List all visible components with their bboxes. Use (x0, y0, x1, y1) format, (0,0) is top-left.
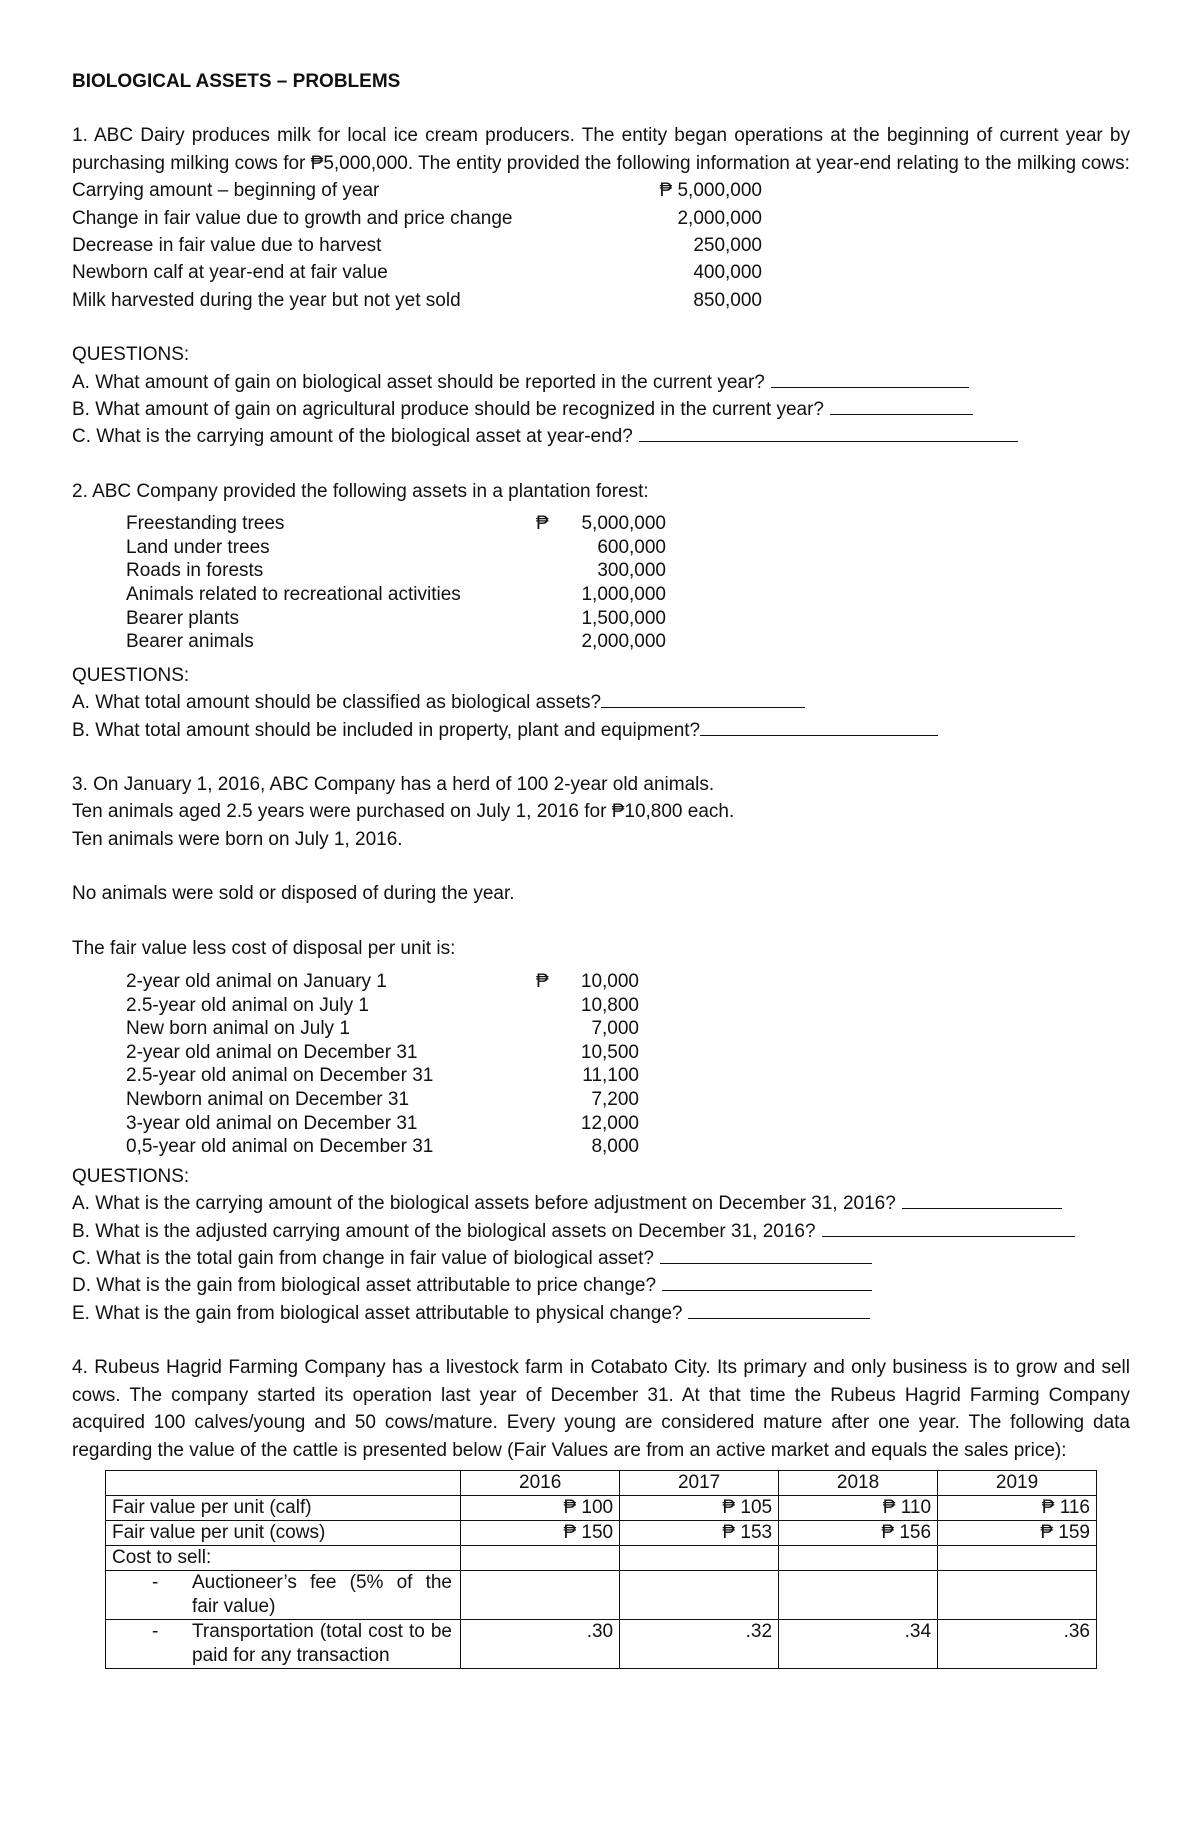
problem-3-row: 2.5-year old animal on December 31 11,100 (126, 1065, 639, 1087)
problem-3-data (126, 970, 1130, 1159)
problem-1-row: Newborn calf at year-end at fair value 400,000 (72, 262, 762, 284)
problem-2-data (126, 512, 1130, 654)
table-cell: ₱ 116 (938, 1495, 1097, 1520)
problem-3-question-a: A. What is the carrying amount of the biological assets before adjustment on December 31, 2016? (72, 1190, 1130, 1217)
row-label: - Auctioneer’s fee (5% of the fair value) (106, 1570, 461, 1619)
problem-2-intro: 2. ABC Company provided the following assets in a plantation forest: (72, 480, 649, 502)
row-label: Fair value per unit (calf) (106, 1495, 461, 1520)
answer-blank[interactable] (639, 423, 1018, 442)
problem-1-question-b: B. What amount of gain on agricultural produce should be recognized in the current year? (72, 396, 1130, 423)
problem-1-row: Decrease in fair value due to harvest 250,000 (72, 235, 762, 257)
table-cell: ₱ 156 (779, 1520, 938, 1545)
answer-blank[interactable] (601, 689, 805, 708)
year-header: 2017 (620, 1470, 779, 1495)
problem-2-questions-label: QUESTIONS: (72, 664, 190, 686)
row-label: Cost to sell: (106, 1545, 461, 1570)
problem-3-questions-label: QUESTIONS: (72, 1165, 190, 1187)
table-cell: ₱ 100 (461, 1495, 620, 1520)
problem-1-question-a: A. What amount of gain on biological asset should be reported in the current year? (72, 369, 1130, 396)
problem-3-line-3: Ten animals were born on July 1, 2016. (72, 828, 403, 850)
problem-2-question-a: A. What total amount should be classified as biological assets? (72, 689, 1130, 716)
answer-blank[interactable] (662, 1272, 872, 1291)
answer-blank[interactable] (688, 1300, 870, 1319)
problem-3-row: Newborn animal on December 31 7,200 (126, 1089, 639, 1111)
year-header: 2016 (461, 1470, 620, 1495)
answer-blank[interactable] (771, 369, 969, 388)
answer-blank[interactable] (700, 717, 938, 736)
problem-1-data (72, 177, 1130, 314)
cattle-value-table (105, 1470, 1097, 1669)
problem-3-line-1: 3. On January 1, 2016, ABC Company has a herd of 100 2-year old animals. (72, 774, 715, 796)
table-row (106, 1495, 1097, 1520)
problem-3-row: 2-year old animal on January 1 ₱ 10,000 (126, 971, 639, 993)
problem-2-question-b: B. What total amount should be included in property, plant and equipment? (72, 717, 1130, 744)
table-cell: .34 (779, 1619, 938, 1668)
problem-3-question-c: C. What is the total gain from change in fair value of biological asset? (72, 1245, 1130, 1272)
problem-3-row: 3-year old animal on December 31 12,000 (126, 1112, 639, 1134)
table-row (106, 1545, 1097, 1570)
table-cell: ₱ 105 (620, 1495, 779, 1520)
row-label: Fair value per unit (cows) (106, 1520, 461, 1545)
problem-1-questions-label: QUESTIONS: (72, 344, 190, 366)
problem-2-row: Freestanding trees ₱ 5,000,000 (126, 513, 666, 535)
problem-3-line-5: The fair value less cost of disposal per unit is: (72, 937, 456, 959)
problem-3-line-4: No animals were sold or disposed of during the year. (72, 883, 515, 905)
problem-3-question-e: E. What is the gain from biological asset attributable to physical change? (72, 1300, 1130, 1327)
problem-3-row: 2.5-year old animal on July 1 10,800 (126, 994, 639, 1016)
problem-1-row: Carrying amount – beginning of year ₱ 5,000,000 (72, 180, 762, 202)
problem-2-row: Bearer animals 2,000,000 (126, 631, 666, 653)
table-cell: ₱ 150 (461, 1520, 620, 1545)
problem-2-row: Land under trees 600,000 (126, 536, 666, 558)
answer-blank[interactable] (660, 1245, 872, 1264)
problem-1-intro: 1. ABC Dairy produces milk for local ice cream producers. The entity began operations at the beginning of current year by purchasing milking cows for ₱5,000,000. The entity provided the following information at year-end relating to the milking cows: (72, 125, 1130, 174)
table-row (106, 1570, 1097, 1619)
problem-3-question-d: D. What is the gain from biological asset attributable to price change? (72, 1272, 1130, 1299)
answer-blank[interactable] (830, 396, 973, 415)
table-cell: ₱ 110 (779, 1495, 938, 1520)
problem-1-row: Milk harvested during the year but not yet sold 850,000 (72, 289, 762, 311)
table-cell: .32 (620, 1619, 779, 1668)
year-header: 2019 (938, 1470, 1097, 1495)
problem-3-row: 0,5-year old animal on December 31 8,000 (126, 1136, 639, 1158)
problem-4-intro: 4. Rubeus Hagrid Farming Company has a livestock farm in Cotabato City. Its primary and only business is to grow and sell cows. The company started its operation last year of December 31. At that time the Rubeus Hagrid Farming Company acquired 100 calves/young and 50 cows/mature. Every young are considered mature after one year. The following data regarding the value of the cattle is presented below (Fair Values are from an active market and equals the sales price): (72, 1357, 1130, 1461)
problem-3-row: New born animal on July 1 7,000 (126, 1018, 639, 1040)
problem-2-row: Animals related to recreational activities 1,000,000 (126, 584, 666, 606)
document-title: BIOLOGICAL ASSETS – PROBLEMS (72, 71, 401, 92)
table-row (106, 1619, 1097, 1668)
table-header-row (106, 1470, 1097, 1495)
document-page (72, 68, 1130, 1669)
year-header: 2018 (779, 1470, 938, 1495)
table-cell: .30 (461, 1619, 620, 1668)
problem-2-row: Bearer plants 1,500,000 (126, 607, 666, 629)
table-cell: ₱ 153 (620, 1520, 779, 1545)
problem-2-row: Roads in forests 300,000 (126, 560, 666, 582)
problem-1-question-c: C. What is the carrying amount of the biological asset at year-end? (72, 423, 1130, 450)
table-cell: ₱ 159 (938, 1520, 1097, 1545)
table-cell: .36 (938, 1619, 1097, 1668)
table-row (106, 1520, 1097, 1545)
row-label: - Transportation (total cost to be paid for any transaction (106, 1619, 461, 1668)
problem-3-row: 2-year old animal on December 31 10,500 (126, 1041, 639, 1063)
problem-1-row: Change in fair value due to growth and price change 2,000,000 (72, 207, 762, 229)
answer-blank[interactable] (902, 1190, 1062, 1209)
problem-3-question-b: B. What is the adjusted carrying amount of the biological assets on December 31, 2016? (72, 1218, 1130, 1245)
answer-blank[interactable] (822, 1218, 1075, 1237)
problem-3-line-2: Ten animals aged 2.5 years were purchased on July 1, 2016 for ₱10,800 each. (72, 801, 735, 823)
